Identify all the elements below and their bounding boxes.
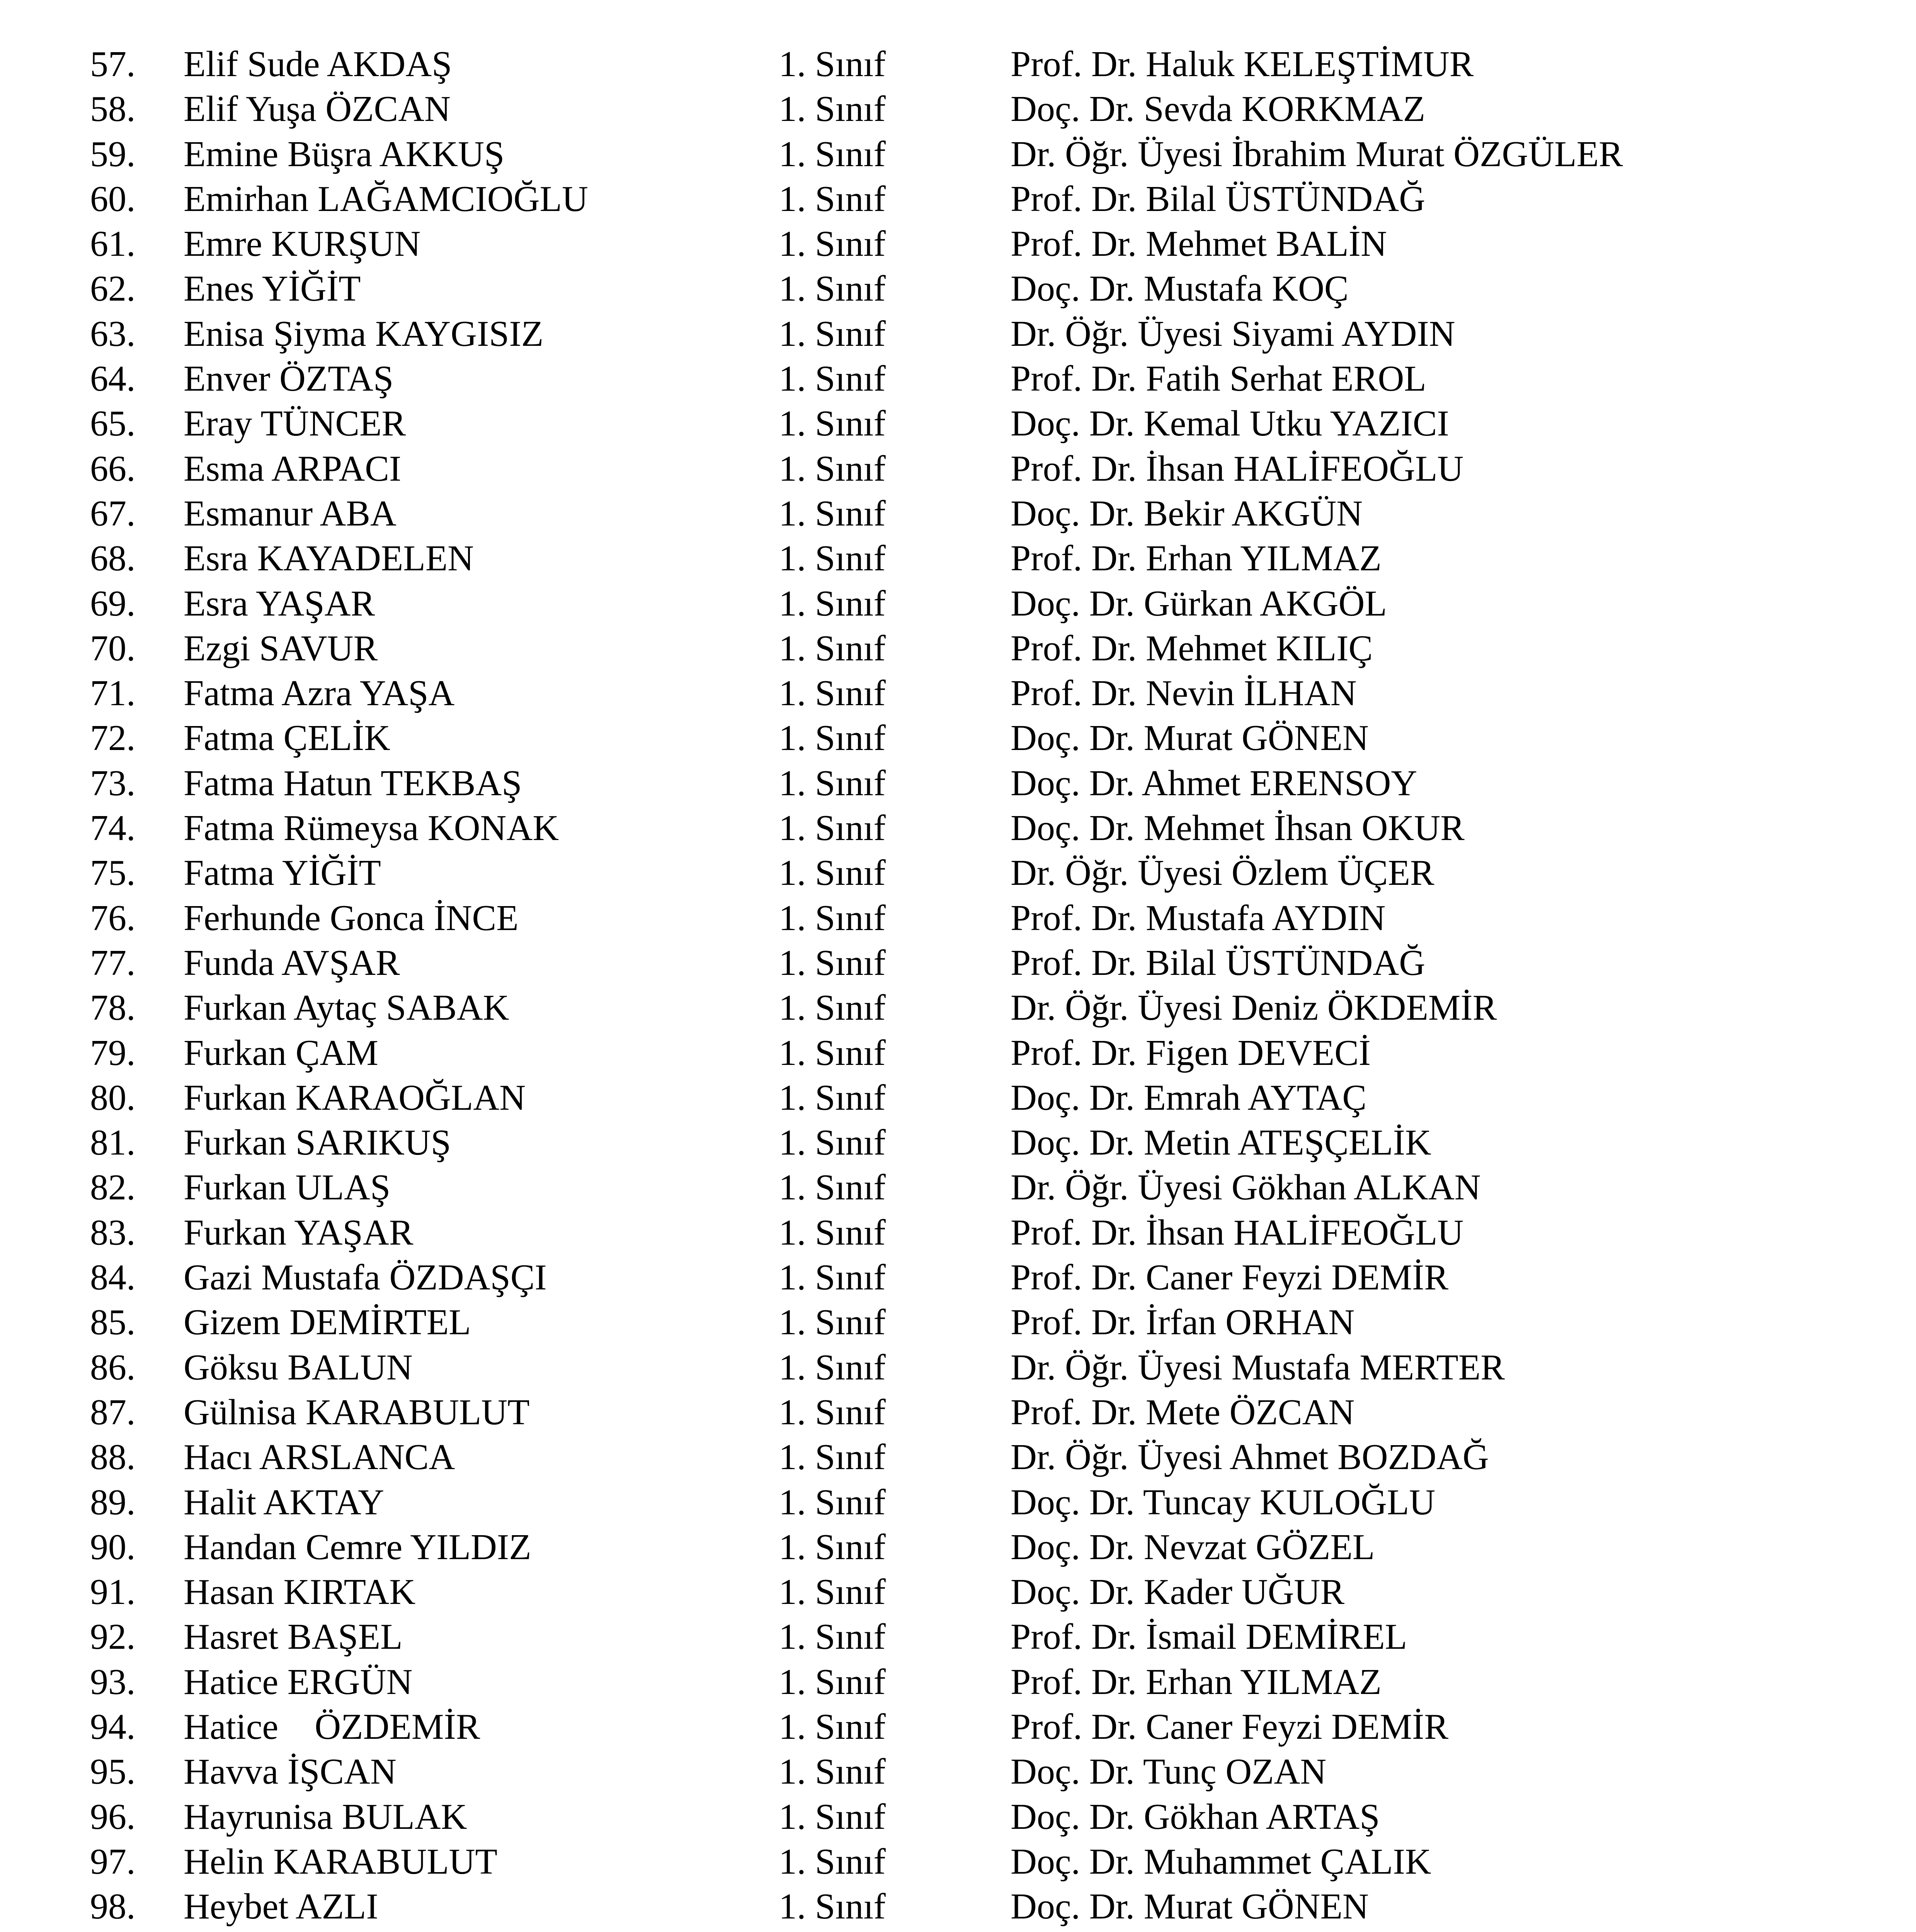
list-item [0,221,1916,266]
class-level: 1. Sınıf [779,718,886,759]
row-number: 59. [90,134,136,174]
student-name: Furkan YAŞAR [184,1212,413,1253]
row-number: 93. [90,1662,136,1702]
list-item [0,896,1916,940]
advisor-name: Prof. Dr. Bilal ÜSTÜNDAĞ [1011,179,1426,219]
list-item [0,671,1916,716]
advisor-name: Dr. Öğr. Üyesi Deniz ÖKDEMİR [1011,988,1497,1028]
student-name: Furkan SARIKUŞ [184,1122,451,1163]
row-number: 76. [90,898,136,938]
class-level: 1. Sınıf [779,1527,886,1567]
student-name: Hatice ÖZDEMİR [184,1706,480,1747]
list-item [0,1525,1916,1570]
list-item [0,1704,1916,1749]
advisor-name: Prof. Dr. Mehmet KILIÇ [1011,628,1373,668]
student-name: Fatma Rümeysa KONAK [184,808,559,849]
class-level: 1. Sınıf [779,1482,886,1522]
class-level: 1. Sınıf [779,359,886,399]
class-level: 1. Sınıf [779,583,886,624]
list-item [0,806,1916,850]
class-level: 1. Sınıf [779,1347,886,1388]
row-number: 67. [90,493,136,534]
list-item [0,536,1916,581]
row-number: 68. [90,538,136,579]
class-level: 1. Sınıf [779,1302,886,1343]
advisor-name: Doç. Dr. Murat GÖNEN [1011,718,1369,759]
student-name: Hacı ARSLANCA [184,1437,455,1478]
list-item [0,1570,1916,1614]
class-level: 1. Sınıf [779,1706,886,1747]
advisor-name: Doç. Dr. Gökhan ARTAŞ [1011,1796,1380,1837]
list-item [0,716,1916,760]
advisor-name: Prof. Dr. Caner Feyzi DEMİR [1011,1706,1449,1747]
class-level: 1. Sınıf [779,808,886,849]
advisor-name [1011,1929,1478,1932]
advisor-name: Dr. Öğr. Üyesi Gökhan ALKAN [1011,1167,1481,1208]
list-item [0,1749,1916,1794]
class-level: 1. Sınıf [779,313,886,354]
list-item [0,985,1916,1030]
student-name: Havva İŞCAN [184,1752,396,1792]
advisor-name: Doç. Dr. Tunç OZAN [1011,1752,1327,1792]
class-level: 1. Sınıf [779,898,886,938]
advisor-name: Prof. Dr. Haluk KELEŞTİMUR [1011,44,1474,84]
row-number: 61. [90,224,136,264]
class-level: 1. Sınıf [779,179,886,219]
student-name: Gizem DEMİRTEL [184,1302,471,1343]
list-item [0,761,1916,806]
class-level: 1. Sınıf [779,1752,886,1792]
list-item [0,401,1916,446]
advisor-name: Doç. Dr. Kader UĞUR [1011,1572,1345,1612]
advisor-name: Prof. Dr. Fatih Serhat EROL [1011,359,1426,399]
class-level: 1. Sınıf [779,1796,886,1837]
class-level: 1. Sınıf [779,763,886,803]
row-number: 82. [90,1167,136,1208]
advisor-name: Prof. Dr. Figen DEVECİ [1011,1032,1371,1073]
student-name: Hayrunisa BULAK [184,1796,467,1837]
class-level: 1. Sınıf [779,628,886,668]
class-level: 1. Sınıf [779,1077,886,1118]
advisor-name: Doç. Dr. Murat GÖNEN [1011,1886,1369,1927]
list-item [0,1300,1916,1345]
class-level: 1. Sınıf [779,44,886,84]
student-name: Helin KARABULUT [184,1841,497,1882]
advisor-name: Prof. Dr. Nevin İLHAN [1011,673,1357,714]
list-item [0,1075,1916,1120]
list-item [0,1165,1916,1210]
student-name: Fatma Azra YAŞA [184,673,455,714]
list-item [0,446,1916,491]
list-item [0,1120,1916,1165]
class-level: 1. Sınıf [779,1886,886,1927]
student-name: Emine Büşra AKKUŞ [184,134,505,174]
row-number: 73. [90,763,136,803]
advisor-name: Dr. Öğr. Üyesi Siyami AYDIN [1011,313,1455,354]
advisor-name: Doç. Dr. Metin ATEŞÇELİK [1011,1122,1431,1163]
list-item [0,177,1916,221]
list-item [0,850,1916,895]
advisor-list [0,42,1916,1932]
student-name: Elif Sude AKDAŞ [184,44,452,84]
advisor-name: Doç. Dr. Ahmet ERENSOY [1011,763,1417,803]
list-item [0,1255,1916,1300]
advisor-name: Doç. Dr. Bekir AKGÜN [1011,493,1363,534]
row-number: 77. [90,942,136,983]
row-number: 75. [90,853,136,893]
class-level: 1. Sınıf [779,493,886,534]
student-name: Ezgi SAVUR [184,628,378,668]
student-name: Esra YAŞAR [184,583,375,624]
student-name: Heybet AZLI [184,1886,378,1927]
class-level: 1. Sınıf [779,1617,886,1657]
student-name: Furkan ÇAM [184,1032,378,1073]
class-level: 1. Sınıf [779,403,886,444]
row-number: 87. [90,1392,136,1432]
row-number: 74. [90,808,136,849]
student-name: Esra KAYADELEN [184,538,474,579]
row-number: 86. [90,1347,136,1388]
class-level: 1. Sınıf [779,988,886,1028]
class-level: 1. Sınıf [779,1437,886,1478]
list-item [0,1390,1916,1435]
class-level: 1. Sınıf [779,1032,886,1073]
list-item [0,1884,1916,1929]
advisor-name: Doç. Dr. Tuncay KULOĞLU [1011,1482,1436,1522]
class-level: 1. Sınıf [779,134,886,174]
class-level: 1. Sınıf [779,1841,886,1882]
class-level [779,1929,886,1932]
advisor-name: Prof. Dr. Bilal ÜSTÜNDAĞ [1011,942,1426,983]
class-level: 1. Sınıf [779,1167,886,1208]
student-name: Emirhan LAĞAMCIOĞLU [184,179,588,219]
advisor-name: Doç. Dr. Nevzat GÖZEL [1011,1527,1375,1567]
advisor-name: Doç. Dr. Mustafa KOÇ [1011,269,1349,309]
list-item [0,626,1916,671]
advisor-name: Dr. Öğr. Üyesi Mustafa MERTER [1011,1347,1505,1388]
advisor-name: Prof. Dr. İrfan ORHAN [1011,1302,1355,1343]
row-number: 94. [90,1706,136,1747]
student-name: Furkan ULAŞ [184,1167,391,1208]
list-item [0,311,1916,356]
advisor-name: Dr. Öğr. Üyesi Özlem ÜÇER [1011,853,1434,893]
student-name: Fatma Hatun TEKBAŞ [184,763,522,803]
advisor-name: Prof. Dr. Erhan YILMAZ [1011,538,1382,579]
row-number: 98. [90,1886,136,1927]
row-number: 70. [90,628,136,668]
student-name: Esmanur ABA [184,493,396,534]
row-number: 88. [90,1437,136,1478]
row-number: 83. [90,1212,136,1253]
row-number: 91. [90,1572,136,1612]
list-item [0,1480,1916,1525]
student-name: Hasret BAŞEL [184,1617,403,1657]
class-level: 1. Sınıf [779,89,886,129]
student-name: Fatma ÇELİK [184,718,391,759]
class-level: 1. Sınıf [779,1212,886,1253]
list-item [0,1929,1916,1932]
student-name: Elif Yuşa ÖZCAN [184,89,451,129]
advisor-name: Doç. Dr. Emrah AYTAÇ [1011,1077,1367,1118]
class-level: 1. Sınıf [779,1257,886,1298]
list-item [0,132,1916,177]
advisor-name: Prof. Dr. Mustafa AYDIN [1011,898,1386,938]
row-number: 80. [90,1077,136,1118]
class-level: 1. Sınıf [779,1392,886,1432]
student-name: Gazi Mustafa ÖZDAŞÇI [184,1257,547,1298]
class-level: 1. Sınıf [779,1572,886,1612]
student-name: Furkan Aytaç SABAK [184,988,509,1028]
student-name: Halit AKTAY [184,1482,385,1522]
list-item [0,581,1916,626]
advisor-name: Prof. Dr. İsmail DEMİREL [1011,1617,1407,1657]
student-name: Funda AVŞAR [184,942,400,983]
row-number: 64. [90,359,136,399]
row-number: 79. [90,1032,136,1073]
row-number: 97. [90,1841,136,1882]
row-number: 95. [90,1752,136,1792]
row-number: 96. [90,1796,136,1837]
class-level: 1. Sınıf [779,269,886,309]
student-name: Fatma YİĞİT [184,853,381,893]
row-number: 89. [90,1482,136,1522]
list-item [0,940,1916,985]
class-level: 1. Sınıf [779,448,886,489]
row-number: 85. [90,1302,136,1343]
advisor-name: Prof. Dr. Mehmet BALİN [1011,224,1387,264]
list-item [0,1839,1916,1884]
advisor-name: Doç. Dr. Gürkan AKGÖL [1011,583,1387,624]
row-number: 62. [90,269,136,309]
row-number: 71. [90,673,136,714]
row-number: 69. [90,583,136,624]
list-item [0,266,1916,311]
row-number [90,1929,136,1932]
class-level: 1. Sınıf [779,942,886,983]
list-item [0,1435,1916,1480]
advisor-name: Doç. Dr. Muhammet ÇALIK [1011,1841,1431,1882]
row-number: 81. [90,1122,136,1163]
student-name [184,1929,363,1932]
list-item [0,1345,1916,1390]
list-item [0,1660,1916,1704]
student-name: Hatice ERGÜN [184,1662,413,1702]
row-number: 72. [90,718,136,759]
row-number: 78. [90,988,136,1028]
class-level: 1. Sınıf [779,673,886,714]
advisor-name: Prof. Dr. İhsan HALİFEOĞLU [1011,448,1464,489]
student-name: Gülnisa KARABULUT [184,1392,530,1432]
list-item [0,42,1916,87]
row-number: 57. [90,44,136,84]
row-number: 63. [90,313,136,354]
row-number: 66. [90,448,136,489]
advisor-name: Dr. Öğr. Üyesi Ahmet BOZDAĞ [1011,1437,1489,1478]
row-number: 92. [90,1617,136,1657]
class-level: 1. Sınıf [779,1122,886,1163]
row-number: 84. [90,1257,136,1298]
student-name: Enver ÖZTAŞ [184,359,394,399]
list-item [0,491,1916,536]
list-item [0,1031,1916,1075]
class-level: 1. Sınıf [779,538,886,579]
student-name: Ferhunde Gonca İNCE [184,898,519,938]
row-number: 90. [90,1527,136,1567]
student-name: Furkan KARAOĞLAN [184,1077,526,1118]
row-number: 65. [90,403,136,444]
student-name: Eray TÜNCER [184,403,406,444]
list-item [0,1794,1916,1839]
list-item [0,87,1916,131]
student-name: Handan Cemre YILDIZ [184,1527,531,1567]
advisor-name: Prof. Dr. Caner Feyzi DEMİR [1011,1257,1449,1298]
student-name: Enes YİĞİT [184,269,361,309]
advisor-name: Doç. Dr. Kemal Utku YAZICI [1011,403,1449,444]
row-number: 58. [90,89,136,129]
advisor-name: Prof. Dr. İhsan HALİFEOĞLU [1011,1212,1464,1253]
student-name: Esma ARPACI [184,448,402,489]
class-level: 1. Sınıf [779,1662,886,1702]
student-name: Enisa Şiyma KAYGISIZ [184,313,544,354]
row-number: 60. [90,179,136,219]
list-item [0,1614,1916,1659]
student-name: Emre KURŞUN [184,224,421,264]
class-level: 1. Sınıf [779,224,886,264]
advisor-name: Prof. Dr. Erhan YILMAZ [1011,1662,1382,1702]
advisor-name: Dr. Öğr. Üyesi İbrahim Murat ÖZGÜLER [1011,134,1623,174]
list-item [0,1210,1916,1255]
advisor-name: Doç. Dr. Sevda KORKMAZ [1011,89,1426,129]
student-name: Göksu BALUN [184,1347,413,1388]
advisor-name: Doç. Dr. Mehmet İhsan OKUR [1011,808,1465,849]
class-level: 1. Sınıf [779,853,886,893]
list-item [0,356,1916,401]
advisor-name: Prof. Dr. Mete ÖZCAN [1011,1392,1355,1432]
student-name: Hasan KIRTAK [184,1572,416,1612]
